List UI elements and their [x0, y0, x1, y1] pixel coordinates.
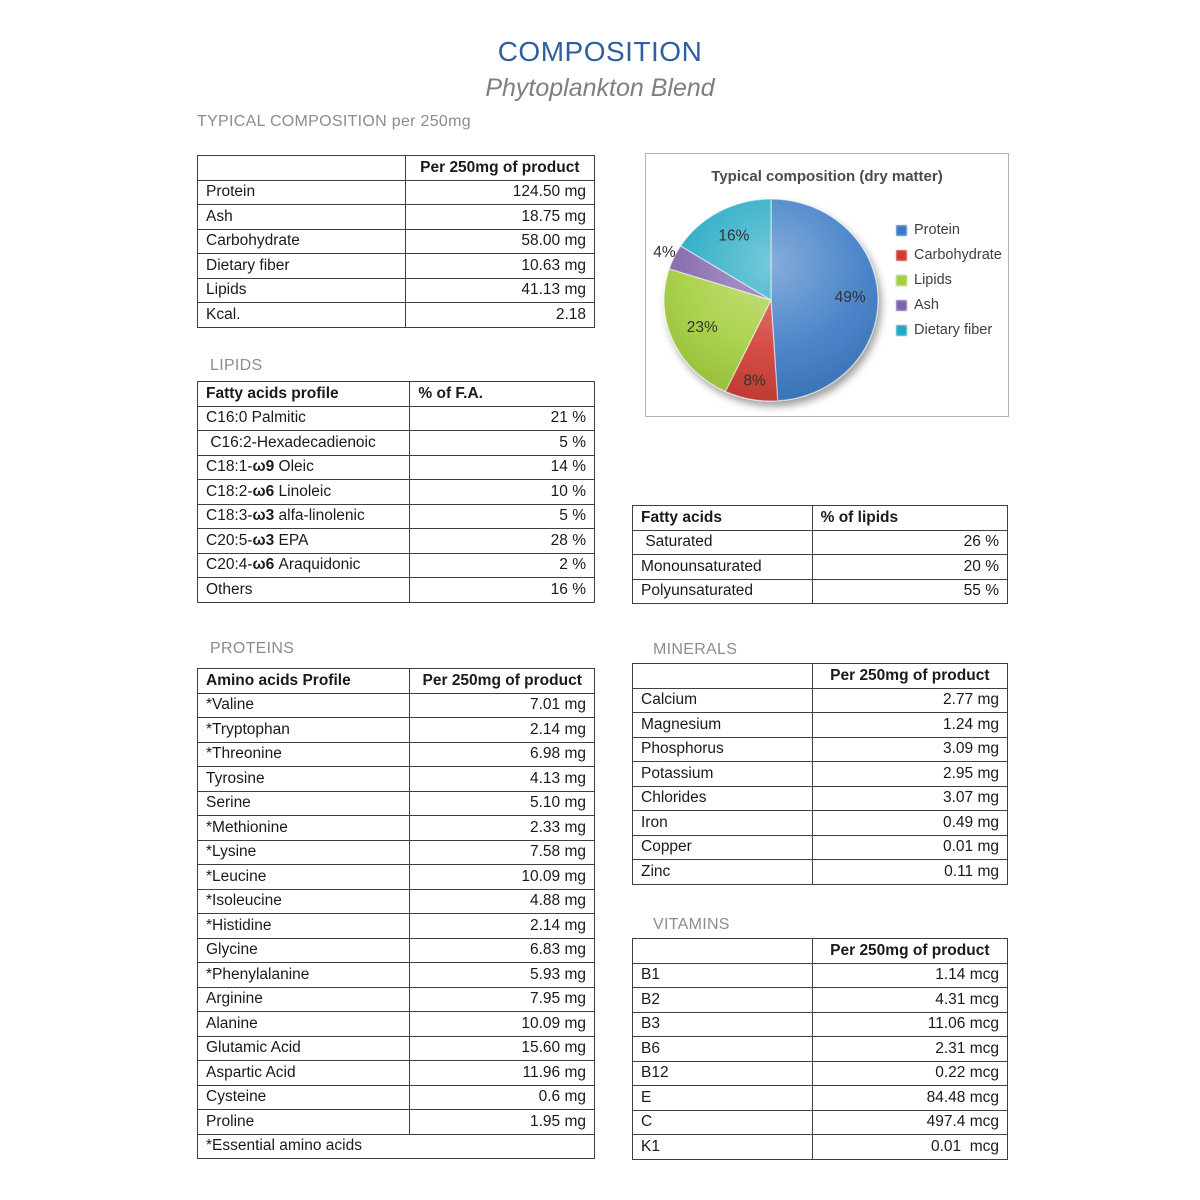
- cell-label: C: [633, 1110, 813, 1135]
- cell-value: 7.01 mg: [410, 693, 595, 718]
- cell-label: C18:2-ω6 Linoleic: [198, 480, 410, 505]
- table-row: [633, 1135, 1008, 1160]
- legend-item: [896, 222, 1002, 238]
- section-typical-composition: TYPICAL COMPOSITION per 250mg: [197, 113, 471, 130]
- section-proteins: PROTEINS: [210, 640, 295, 657]
- table-row: [198, 1110, 595, 1135]
- cell-label: *Histidine: [198, 914, 410, 939]
- cell-value: 20 %: [812, 555, 1007, 580]
- cell-label: C16:0 Palmitic: [198, 406, 410, 431]
- cell-value: 16 %: [410, 578, 595, 603]
- table-row: [198, 578, 595, 603]
- cell-value: 0.6 mg: [410, 1085, 595, 1110]
- section-lipids: LIPIDS: [210, 357, 263, 374]
- table-row: [633, 1012, 1008, 1037]
- cell-label: Lipids: [198, 278, 406, 303]
- column-header: [633, 664, 813, 689]
- cell-value: 5.10 mg: [410, 791, 595, 816]
- table-row: [198, 914, 595, 939]
- table-row: [633, 811, 1008, 836]
- cell-label: B6: [633, 1037, 813, 1062]
- cell-value: 2.18: [405, 303, 594, 328]
- pie-chart-panel: [645, 153, 1009, 417]
- cell-value: 0.49 mg: [812, 811, 1007, 836]
- legend-item: [896, 272, 1002, 288]
- cell-value: 2.33 mg: [410, 816, 595, 841]
- table-header-row: [198, 382, 595, 407]
- chart-legend: [896, 222, 1002, 338]
- legend-color-swatch-icon: [896, 325, 907, 336]
- cell-label: C18:1-ω9 Oleic: [198, 455, 410, 480]
- fatty-acids-classes-table: [632, 505, 1008, 604]
- pie-data-label: 16%: [718, 227, 750, 245]
- table-row: [198, 504, 595, 529]
- cell-value: 14 %: [410, 455, 595, 480]
- legend-label: Ash: [914, 297, 939, 313]
- pie-data-label: 8%: [743, 372, 766, 390]
- cell-value: 10.63 mg: [405, 254, 594, 279]
- table-row: [198, 1012, 595, 1037]
- table-row: [198, 987, 595, 1012]
- legend-item: [896, 297, 1002, 313]
- cell-label: *Threonine: [198, 742, 410, 767]
- cell-value: 7.58 mg: [410, 840, 595, 865]
- column-header: Per 250mg of product: [405, 156, 594, 181]
- table-row: [198, 229, 595, 254]
- cell-label: Alanine: [198, 1012, 410, 1037]
- legend-label: Protein: [914, 222, 960, 238]
- cell-label: *Methionine: [198, 816, 410, 841]
- cell-label: Arginine: [198, 987, 410, 1012]
- chart-title: Typical composition (dry matter): [711, 168, 943, 185]
- table-row: [198, 529, 595, 554]
- cell-label: *Leucine: [198, 865, 410, 890]
- legend-item: [896, 247, 1002, 263]
- cell-value: 3.09 mg: [812, 737, 1007, 762]
- table-header-row: [633, 506, 1008, 531]
- cell-value: 26 %: [812, 530, 1007, 555]
- table-row: [198, 840, 595, 865]
- cell-label: Ash: [198, 205, 406, 230]
- cell-value: 5 %: [410, 431, 595, 456]
- table-row: [198, 455, 595, 480]
- table-row: [633, 737, 1008, 762]
- cell-label: Dietary fiber: [198, 254, 406, 279]
- cell-label: Aspartic Acid: [198, 1061, 410, 1086]
- cell-value: 0.01 mg: [812, 835, 1007, 860]
- column-header: % of F.A.: [410, 382, 595, 407]
- cell-value: 10 %: [410, 480, 595, 505]
- table-footer-row: [198, 1134, 595, 1159]
- legend-label: Carbohydrate: [914, 247, 1002, 263]
- cell-label: Saturated: [633, 530, 813, 555]
- table-header-row: [198, 156, 595, 181]
- cell-value: 15.60 mg: [410, 1036, 595, 1061]
- cell-value: 1.24 mg: [812, 713, 1007, 738]
- table-row: [198, 254, 595, 279]
- table-row: [198, 865, 595, 890]
- section-minerals: MINERALS: [653, 641, 738, 658]
- cell-value: 497.4 mcg: [812, 1110, 1007, 1135]
- cell-label: C20:4-ω6 Araquidonic: [198, 553, 410, 578]
- table-row: [198, 718, 595, 743]
- cell-label: K1: [633, 1135, 813, 1160]
- table-row: [198, 303, 595, 328]
- cell-label: Chlorides: [633, 786, 813, 811]
- table-row: [198, 1085, 595, 1110]
- table-row: [633, 963, 1008, 988]
- cell-value: 2.14 mg: [410, 718, 595, 743]
- cell-label: Magnesium: [633, 713, 813, 738]
- cell-label: Glycine: [198, 938, 410, 963]
- cell-value: 3.07 mg: [812, 786, 1007, 811]
- cell-label: B2: [633, 988, 813, 1013]
- cell-label: C18:3-ω3 alfa-linolenic: [198, 504, 410, 529]
- table-row: [198, 1036, 595, 1061]
- table-row: [198, 278, 595, 303]
- table-row: [633, 555, 1008, 580]
- table-row: [633, 988, 1008, 1013]
- cell-value: 28 %: [410, 529, 595, 554]
- cell-label: Polyunsaturated: [633, 579, 813, 604]
- column-header: Per 250mg of product: [812, 664, 1007, 689]
- cell-label: B3: [633, 1012, 813, 1037]
- cell-value: 41.13 mg: [405, 278, 594, 303]
- table-row: [198, 553, 595, 578]
- table-row: [633, 860, 1008, 885]
- cell-label: Potassium: [633, 762, 813, 787]
- table-row: [633, 530, 1008, 555]
- cell-value: 0.22 mcg: [812, 1061, 1007, 1086]
- table-row: [633, 1086, 1008, 1111]
- pie-data-label: 4%: [653, 243, 676, 261]
- cell-value: 5.93 mg: [410, 963, 595, 988]
- table-row: [198, 938, 595, 963]
- cell-value: 1.95 mg: [410, 1110, 595, 1135]
- cell-value: 18.75 mg: [405, 205, 594, 230]
- page-subtitle: Phytoplankton Blend: [485, 74, 715, 102]
- cell-value: 11.96 mg: [410, 1061, 595, 1086]
- table-header-row: [633, 939, 1008, 964]
- cell-label: Copper: [633, 835, 813, 860]
- table-row: [198, 816, 595, 841]
- pie-data-label: 23%: [686, 319, 718, 337]
- cell-value: 4.31 mcg: [812, 988, 1007, 1013]
- table-row: [633, 713, 1008, 738]
- column-header: % of lipids: [812, 506, 1007, 531]
- table-row: [198, 480, 595, 505]
- cell-value: 0.11 mg: [812, 860, 1007, 885]
- table-header-row: [633, 664, 1008, 689]
- column-header: Amino acids Profile: [198, 669, 410, 694]
- table-row: [198, 693, 595, 718]
- cell-value: 0.01 mcg: [812, 1135, 1007, 1160]
- footer-note: *Essential amino acids: [198, 1134, 595, 1159]
- table-row: [198, 1061, 595, 1086]
- cell-value: 2.95 mg: [812, 762, 1007, 787]
- column-header: [198, 156, 406, 181]
- cell-value: 10.09 mg: [410, 1012, 595, 1037]
- cell-label: Proline: [198, 1110, 410, 1135]
- vitamins-table: [632, 938, 1008, 1160]
- cell-label: B12: [633, 1061, 813, 1086]
- legend-color-swatch-icon: [896, 225, 907, 236]
- table-row: [198, 963, 595, 988]
- table-row: [633, 1110, 1008, 1135]
- table-row: [633, 1061, 1008, 1086]
- cell-value: 4.88 mg: [410, 889, 595, 914]
- table-row: [198, 767, 595, 792]
- cell-label: C16:2-Hexadecadienoic: [198, 431, 410, 456]
- table-row: [198, 406, 595, 431]
- table-row: [198, 742, 595, 767]
- cell-value: 6.98 mg: [410, 742, 595, 767]
- legend-item: [896, 322, 1002, 338]
- cell-value: 124.50 mg: [405, 180, 594, 205]
- cell-label: *Isoleucine: [198, 889, 410, 914]
- cell-label: Carbohydrate: [198, 229, 406, 254]
- cell-value: 11.06 mcg: [812, 1012, 1007, 1037]
- cell-label: E: [633, 1086, 813, 1111]
- cell-label: Glutamic Acid: [198, 1036, 410, 1061]
- table-row: [198, 791, 595, 816]
- cell-value: 55 %: [812, 579, 1007, 604]
- cell-label: Phosphorus: [633, 737, 813, 762]
- table-row: [198, 431, 595, 456]
- column-header: Fatty acids profile: [198, 382, 410, 407]
- cell-label: Cysteine: [198, 1085, 410, 1110]
- cell-label: *Tryptophan: [198, 718, 410, 743]
- column-header: Per 250mg of product: [410, 669, 595, 694]
- cell-value: 4.13 mg: [410, 767, 595, 792]
- cell-label: Calcium: [633, 688, 813, 713]
- column-header: Fatty acids: [633, 506, 813, 531]
- cell-value: 2.31 mcg: [812, 1037, 1007, 1062]
- cell-label: *Phenylalanine: [198, 963, 410, 988]
- cell-label: *Valine: [198, 693, 410, 718]
- cell-label: Monounsaturated: [633, 555, 813, 580]
- page-title: COMPOSITION: [497, 36, 703, 67]
- legend-color-swatch-icon: [896, 250, 907, 261]
- cell-value: 2.14 mg: [410, 914, 595, 939]
- section-vitamins: VITAMINS: [653, 916, 730, 933]
- cell-value: 1.14 mcg: [812, 963, 1007, 988]
- cell-value: 7.95 mg: [410, 987, 595, 1012]
- cell-value: 2 %: [410, 553, 595, 578]
- cell-label: Protein: [198, 180, 406, 205]
- cell-label: C20:5-ω3 EPA: [198, 529, 410, 554]
- cell-value: 21 %: [410, 406, 595, 431]
- cell-label: Serine: [198, 791, 410, 816]
- cell-label: Iron: [633, 811, 813, 836]
- legend-label: Lipids: [914, 272, 952, 288]
- cell-label: *Lysine: [198, 840, 410, 865]
- table-row: [633, 762, 1008, 787]
- fatty-acids-profile-table: [197, 381, 595, 603]
- cell-value: 84.48 mcg: [812, 1086, 1007, 1111]
- amino-acids-table: [197, 668, 595, 1159]
- cell-label: Tyrosine: [198, 767, 410, 792]
- composition-table: [197, 155, 595, 328]
- pie-data-label: 49%: [834, 288, 866, 306]
- legend-color-swatch-icon: [896, 300, 907, 311]
- table-header-row: [198, 669, 595, 694]
- table-row: [633, 835, 1008, 860]
- table-row: [198, 180, 595, 205]
- table-row: [633, 579, 1008, 604]
- cell-label: Zinc: [633, 860, 813, 885]
- cell-value: 6.83 mg: [410, 938, 595, 963]
- cell-value: 5 %: [410, 504, 595, 529]
- table-row: [198, 889, 595, 914]
- table-row: [198, 205, 595, 230]
- table-row: [633, 1037, 1008, 1062]
- legend-color-swatch-icon: [896, 275, 907, 286]
- cell-value: 10.09 mg: [410, 865, 595, 890]
- table-row: [633, 688, 1008, 713]
- table-row: [633, 786, 1008, 811]
- column-header: Per 250mg of product: [812, 939, 1007, 964]
- cell-value: 58.00 mg: [405, 229, 594, 254]
- cell-label: Kcal.: [198, 303, 406, 328]
- legend-label: Dietary fiber: [914, 322, 993, 338]
- cell-value: 2.77 mg: [812, 688, 1007, 713]
- cell-label: B1: [633, 963, 813, 988]
- cell-label: Others: [198, 578, 410, 603]
- column-header: [633, 939, 813, 964]
- minerals-table: [632, 663, 1008, 885]
